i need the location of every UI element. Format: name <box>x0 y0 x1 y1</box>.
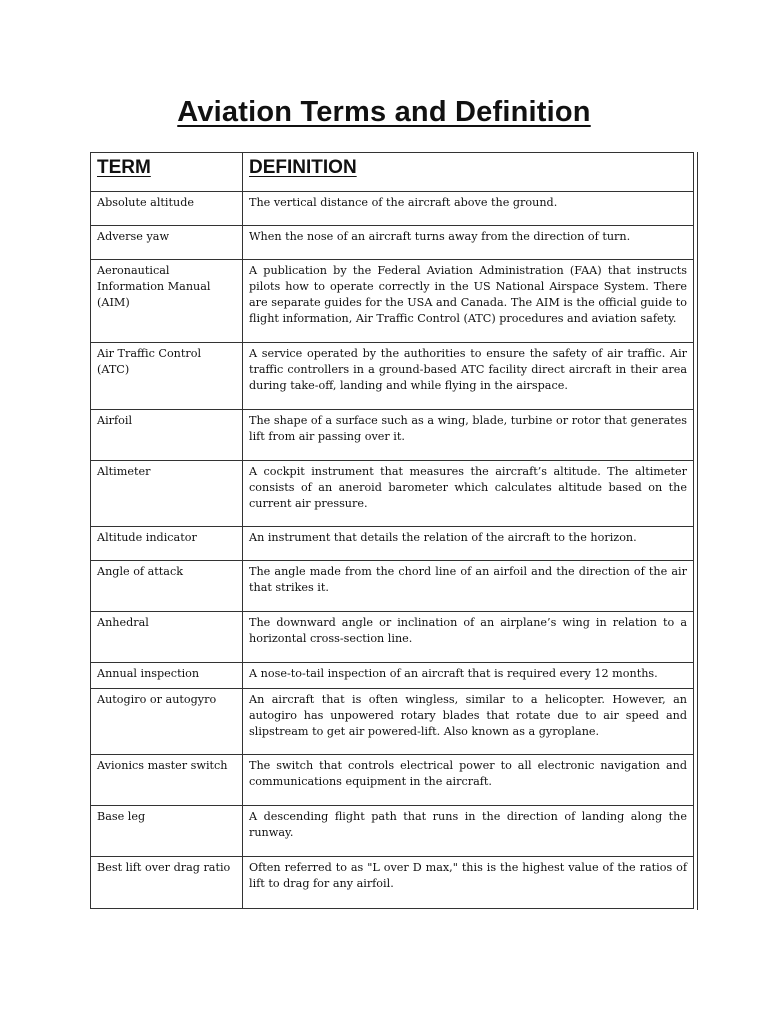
definition-cell: The vertical distance of the aircraft above the ground. <box>243 192 694 226</box>
term-cell: Adverse yaw <box>91 226 243 260</box>
definition-cell: A descending flight path that runs in the direction of landing along the runway. <box>243 806 694 857</box>
term-cell: Air Traffic Control (ATC) <box>91 343 243 410</box>
definitions-table <box>90 152 694 909</box>
table-row <box>91 226 694 260</box>
term-cell: Angle of attack <box>91 561 243 612</box>
term-cell: Best lift over drag ratio <box>91 857 243 909</box>
table-row <box>91 410 694 461</box>
definition-cell: A nose-to-tail inspection of an aircraft that is required every 12 months. <box>243 663 694 689</box>
table-row <box>91 689 694 755</box>
definition-cell: The angle made from the chord line of an airfoil and the direction of the air that strikes it. <box>243 561 694 612</box>
term-cell: Altimeter <box>91 461 243 527</box>
table-row <box>91 343 694 410</box>
table-row <box>91 857 694 909</box>
table-row <box>91 663 694 689</box>
table-row <box>91 612 694 663</box>
definition-cell: An aircraft that is often wingless, similar to a helicopter. However, an autogiro has unpowered rotary blades that rotate due to air speed and slipstream to get air powered-lift. Also known as a gyroplane. <box>243 689 694 755</box>
definition-cell: When the nose of an aircraft turns away from the direction of turn. <box>243 226 694 260</box>
term-cell: Anhedral <box>91 612 243 663</box>
table-row <box>91 260 694 343</box>
term-cell: Airfoil <box>91 410 243 461</box>
definition-cell: A publication by the Federal Aviation Administration (FAA) that instructs pilots how to operate correctly in the US National Airspace System. There are separate guides for the USA and Canada. The AIM is the official guide to flight information, Air Traffic Control (ATC) procedures and aviation safety. <box>243 260 694 343</box>
definition-cell: A service operated by the authorities to ensure the safety of air traffic. Air traffic controllers in a ground-based ATC facility direct aircraft in their area during take-off, landing and while flying in the airspace. <box>243 343 694 410</box>
table-row <box>91 806 694 857</box>
term-cell: Altitude indicator <box>91 527 243 561</box>
term-cell: Absolute altitude <box>91 192 243 226</box>
table-row <box>91 755 694 806</box>
page-title: Aviation Terms and Definition <box>177 96 591 128</box>
term-column-header: TERM <box>91 153 243 192</box>
table-row <box>91 192 694 226</box>
table-row <box>91 527 694 561</box>
definition-column-header: DEFINITION <box>243 153 694 192</box>
definition-cell: The switch that controls electrical power to all electronic navigation and communications equipment in the aircraft. <box>243 755 694 806</box>
term-cell: Base leg <box>91 806 243 857</box>
table-right-edge-line <box>697 152 698 910</box>
term-cell: Aeronautical Information Manual (AIM) <box>91 260 243 343</box>
definition-cell: An instrument that details the relation of the aircraft to the horizon. <box>243 527 694 561</box>
table-row <box>91 461 694 527</box>
term-cell: Avionics master switch <box>91 755 243 806</box>
header-row <box>91 153 694 192</box>
definitions-table-container <box>90 152 693 909</box>
definition-cell: A cockpit instrument that measures the aircraft’s altitude. The altimeter consists of an aneroid barometer which calculates altitude based on the current air pressure. <box>243 461 694 527</box>
definition-cell: Often referred to as "L over D max," this is the highest value of the ratios of lift to drag for any airfoil. <box>243 857 694 909</box>
table-row <box>91 561 694 612</box>
term-cell: Autogiro or autogyro <box>91 689 243 755</box>
term-cell: Annual inspection <box>91 663 243 689</box>
definition-cell: The shape of a surface such as a wing, blade, turbine or rotor that generates lift from air passing over it. <box>243 410 694 461</box>
definition-cell: The downward angle or inclination of an airplane’s wing in relation to a horizontal cross-section line. <box>243 612 694 663</box>
